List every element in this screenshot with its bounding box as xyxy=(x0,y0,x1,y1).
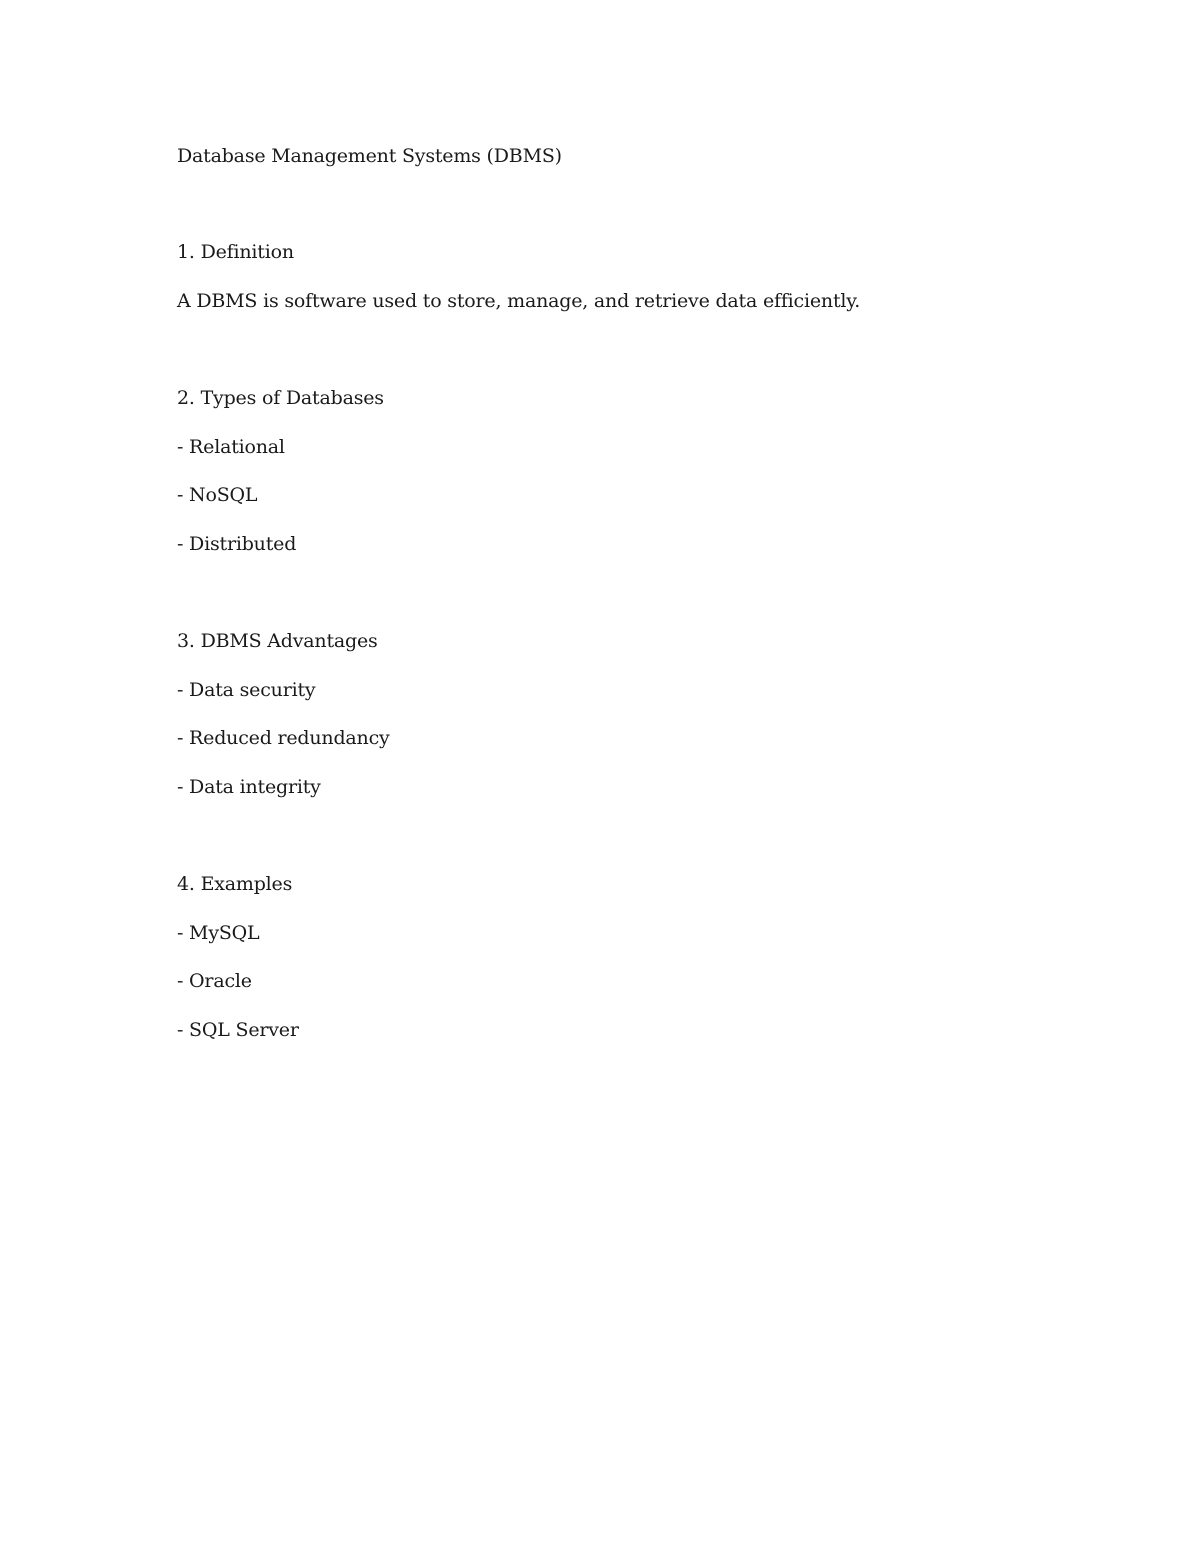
list-item: - Reduced redundancy xyxy=(177,727,390,749)
list-item: - MySQL xyxy=(177,922,260,944)
section-heading-types: 2. Types of Databases xyxy=(177,387,384,409)
list-item: - SQL Server xyxy=(177,1019,299,1041)
section-heading-examples: 4. Examples xyxy=(177,873,293,895)
definition-paragraph: A DBMS is software used to store, manage, and retrieve data efficiently. xyxy=(177,290,861,312)
list-item: - Distributed xyxy=(177,533,297,555)
list-item: - Oracle xyxy=(177,970,252,992)
section-heading-advantages: 3. DBMS Advantages xyxy=(177,630,378,652)
list-item: - Data integrity xyxy=(177,776,321,798)
list-item: - NoSQL xyxy=(177,484,258,506)
list-item: - Data security xyxy=(177,679,316,701)
document-title: Database Management Systems (DBMS) xyxy=(177,145,562,167)
section-heading-definition: 1. Definition xyxy=(177,241,294,263)
list-item: - Relational xyxy=(177,436,285,458)
